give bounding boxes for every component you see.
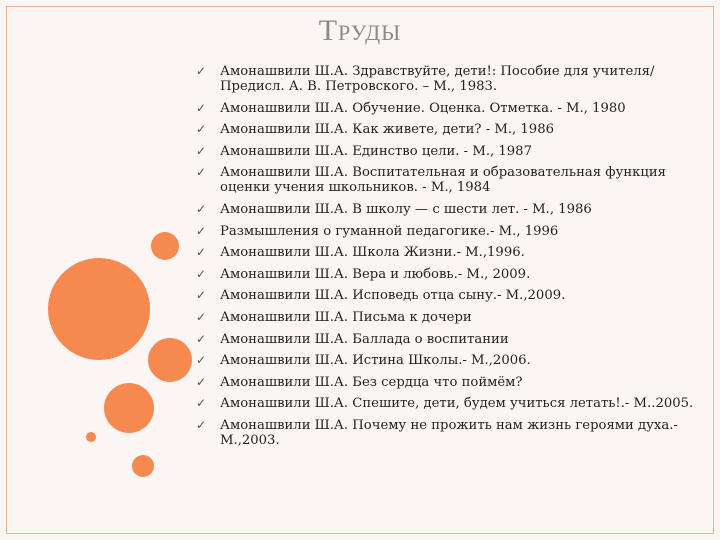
list-item [196,165,696,195]
list-item [196,353,696,368]
list-item-text: Амонашвили Ш.А. Обучение. Оценка. Отметка. - М., 1980 [220,100,626,116]
checkmark-icon: ✓ [196,288,207,303]
list-item-text: Амонашвили Ш.А. Вера и любовь.- М., 2009. [220,266,531,282]
checkmark-icon: ✓ [196,374,207,389]
list-item-text: Амонашвили Ш.А. Спешите, дети, будем учиться летать!.- М..2005. [220,396,694,412]
list-item [196,144,696,159]
list-item [196,267,696,282]
list-item [196,332,696,347]
decor-circle-medium [148,338,192,382]
checkmark-icon: ✓ [196,396,207,411]
checkmark-icon: ✓ [196,309,207,324]
bibliography-list [196,64,696,455]
list-item [196,202,696,217]
list-item [196,122,696,137]
list-item [196,64,696,94]
list-item-text: Амонашвили Ш.А. В школу — с шести лет. - М., 1986 [220,201,592,217]
checkmark-icon: ✓ [196,245,207,260]
checkmark-icon: ✓ [196,143,207,158]
list-item-text: Амонашвили Ш.А. Школа Жизни.- М.,1996. [220,245,525,261]
list-item-text: Амонашвили Ш.А. Почему не прожить нам жизнь героями духа.- М.,2003. [220,417,678,448]
checkmark-icon: ✓ [196,353,207,368]
list-item-text: Амонашвили Ш.А. Здравствуйте, дети!: Пособие для учителя/ Предисл. А. В. Петровского. – М., 1983. [220,64,655,94]
list-item [196,310,696,325]
frame-left-line [6,6,7,534]
frame-right-line [713,6,714,534]
list-item-text: Амонашвили Ш.А. Единство цели. - М., 1987 [220,143,532,159]
list-item-text: Амонашвили Ш.А. Как живете, дети? - М., 1986 [220,122,554,138]
checkmark-icon: ✓ [196,64,207,78]
list-item [196,375,696,390]
checkmark-icon: ✓ [196,266,207,281]
title-first-letter: Т [318,14,339,47]
decor-circle-mid-large [104,383,154,433]
list-item [196,245,696,260]
frame-top-line [6,6,714,7]
frame-bottom-line [6,533,714,534]
decor-circle-top [151,232,179,260]
slide-title [0,14,720,48]
checkmark-icon: ✓ [196,331,207,346]
list-item-text: Размышления о гуманной педагогике.- М., 1996 [220,223,559,239]
list-item [196,418,696,448]
list-item [196,224,696,239]
list-item [196,288,696,303]
list-item [196,396,696,411]
list-item-text: Амонашвили Ш.А. Письма к дочери [220,309,472,325]
checkmark-icon: ✓ [196,417,207,432]
title-rest: РУДЫ [338,20,402,45]
list-item-text: Амонашвили Ш.А. Воспитательная и образовательная функция оценки учения школьников. - М., 1984 [220,165,666,196]
decor-circle-small-left [86,432,96,442]
list-item-text: Амонашвили Ш.А. Без сердца что поймём? [220,374,523,390]
decor-circle-large [48,258,150,360]
checkmark-icon: ✓ [196,122,207,137]
checkmark-icon: ✓ [196,165,207,180]
decor-circle-bottom [132,455,154,477]
checkmark-icon: ✓ [196,201,207,216]
list-item-text: Амонашвили Ш.А. Истина Школы.- М.,2006. [220,353,531,369]
list-item [196,101,696,116]
checkmark-icon: ✓ [196,100,207,115]
list-item-text: Амонашвили Ш.А. Баллада о воспитании [220,331,509,347]
checkmark-icon: ✓ [196,223,207,238]
list-item-text: Амонашвили Ш.А. Исповедь отца сыну.- М.,2009. [220,288,566,304]
